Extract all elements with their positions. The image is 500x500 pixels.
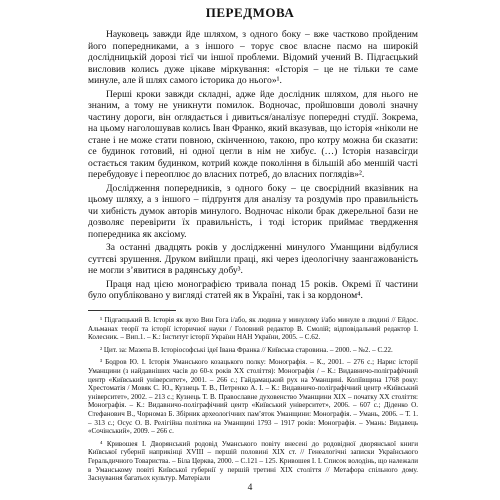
footnote: ² Цит. за: Мазепа В. Історіософські ідеї Івана Франка // Київська старовина. – 2000. – №2. – С.22.	[100, 345, 393, 354]
paragraph: Перші кроки завжди складні, адже йде дослідник шляхом, для нього не знаним, а тому не уникнути помилок. Водночас, пройшовши доволі значну частину дороги, він оглядається і дивиться/аналізує попередні студії. Зокрема, на цьому наголошував колись Іван Франко, який вказував, що історія «ніколи не стане і не може стати повною, скінченною, такою, про котру можна би сказати: се будинок готовий, ні одної цегли в нім не хибує. (…) Історія назавсігди остається таким будинком, котрий кожде покоління в більшій або меншій часті перебудовує і переоплює до власних потреб, до власних поглядів»².	[88, 88, 418, 180]
footnote: ¹ Підгаєцький В. Історія як вухо Вин Гога і/або, як людина у минулому і/або минуле в людині // Ейдос. Альманах теорії та історії історичної науки / Головний редактор В. Смолій; відповідальний редактор І. Колесник. – Вип.1. – К.: Інститут історії України НАН України, 2005. – С.62.	[88, 316, 418, 342]
footnotes	[88, 316, 418, 487]
footnote-separator	[88, 310, 176, 311]
paragraph: За останні двадцять років у дослідженні минулого Уманщини відбулися суттєві зрушення. Друком вийшли праці, які через ідеологічну заангажованість не могли з’явитися в радянську добу³.	[88, 242, 418, 276]
footnote: ³ Бодров Ю. І. Історія Уманського козацького полку: Монографія. – К., 2001. – 276 с.; Нарис історії Уманщини (з найдавніших часів до 60-х років ХХ століття): Монографія / – К.: Видавничо-поліграфічний центр «Київський університет», 2001. – 266 с.; Гайдамацький рух на Уманщині. Коліївщина 1768 року: Хрестоматія / Мовяк С. Ю., Кузнець Т. В., Петренко А. І. – К.: Видавничо-поліграфічний центр «Київський університет», 2002. – 213 с.; Кузнець Т. В. Православне духовенство Уманщини ХІХ – початку ХХ століття: Монографія. – К.: Видавничо-поліграфічний центр «Київський університет», 2006. – 607 с.; Діденко О. Стефанович В., Чорномаз Б. Збірник археологічних пам’яток Уманщини: Монографія. – Умань, 2006. – Т. 1. – 313 с.; Осус О. В. Релігійна політика на Уманщині 1793 – 1917 років: Монографія. – Умань: Видавець «Сочінський», 2009. – 266 с.	[88, 358, 418, 436]
paragraph: Праця над цією монографією тривала понад 15 років. Окремі її частини було опубліковано у вигляді статей як в Україні, так і за кордоном⁴.	[88, 278, 418, 301]
page-number: 4	[247, 483, 253, 493]
footnote: ⁴ Кривошея І. Дворянський родовід Уманського повіту внесені до родовідної дворянської книги Київської губернії наприкінці XVIII – першій половині ХІХ ст. // Генеалогічні записки Українського Геральдичного Товариства. – Біла Церква, 2000. – С.121 – 125. Кривошея І. І. Список володінь, що належали в Уманському повіті Київської губернії у першій третині ХІХ століття // Метафора спільного дому. Заснування багатьох культур. Матеріали	[88, 439, 418, 483]
paragraph: Науковець завжди йде шляхом, з одного боку – вже частково пройденим його попередниками, а з іншого – торує своє власне пасмо на широкій дослідницькій дорозі тієї чи іншої проблеми. Відомий учений В. Підгаєцький висловив колись дуже цікаве міркування: «Історія – це не тільки те саме минуле, але й шлях самого історика до нього»¹.	[88, 29, 418, 86]
main-text	[88, 29, 418, 302]
page-title: ПЕРЕДМОВА	[205, 5, 295, 20]
paragraph: Дослідження попередників, з одного боку – це своєрідний вказівник на цьому шляху, а з іншого – підґрунтя для аналізу та роздумів про правильність чи хибність думок авторів минулого. Водночас ніколи брак джерельної бази не дозволяє перевірити їх правильність, і тоді історик приймає твердження попередника як аксіому.	[88, 182, 418, 240]
